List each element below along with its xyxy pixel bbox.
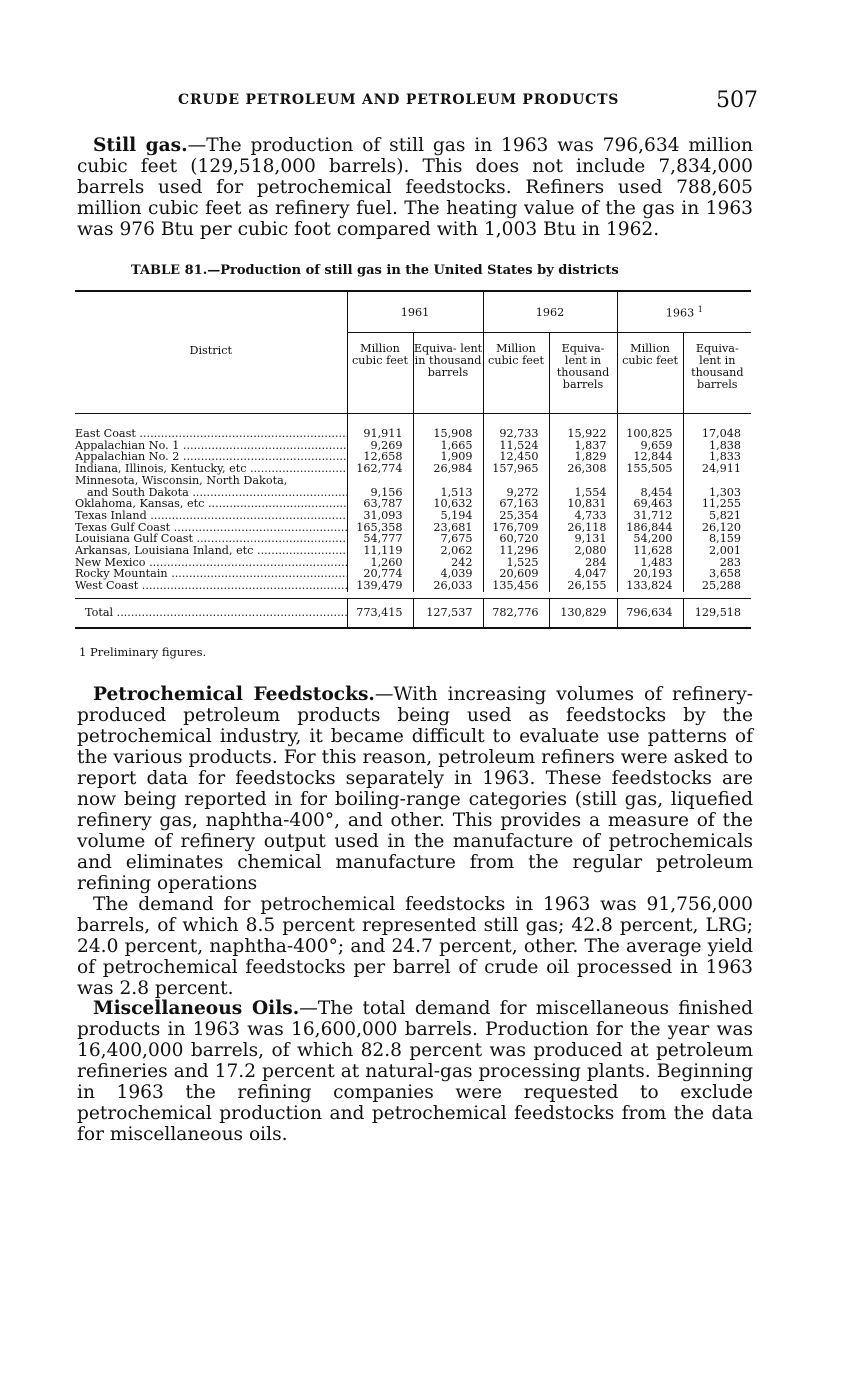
table-cell: 54,200 [617,533,683,545]
table-cell: 69,463 [617,498,683,510]
table-row [75,545,751,557]
table-cell: 2,080 [549,545,617,557]
table-cell: 10,831 [549,498,617,510]
district-name: Appalachian No. 2 ..... [75,451,347,463]
table-cell: 186,844 [617,522,683,534]
year-1962-header: 1962 [483,291,617,333]
table-cell: 165,358 [347,522,413,534]
table-cell: 15,922 [549,414,617,440]
col-million-1961: Million cubic feet [347,333,413,414]
total-cell: 782,776 [483,598,549,627]
table-cell: 67,163 [483,498,549,510]
table-cell [483,475,549,487]
still-gas-section [77,135,753,240]
total-cell: 796,634 [617,598,683,627]
table-cell: 15,908 [413,414,483,440]
table-row [75,580,751,592]
district-header: District [75,291,347,414]
petrochemical-text-1: —With increasing volumes of refinery-produced petroleum products being used as feedstocks by the petrochemical industry, it became difficult to evaluate use patterns of the various products. For this reason, petroleum refiners were asked to report data for feedstocks separately in 1963. These feedstocks are now being reported in for boiling-range categories (still gas, liquefied refinery gas, naphtha-400°, and other. This provides a measure of the volume of refinery output used in the manufacture of petrochemicals and eliminates chemical manufacture from the regular petroleum refining operations [77,684,753,894]
table-cell: 11,628 [617,545,683,557]
table-cell: 26,155 [549,580,617,592]
table-cell: 1,525 [483,557,549,569]
table-cell [617,475,683,487]
table-cell: 11,296 [483,545,549,557]
table-cell: 157,965 [483,463,549,475]
district-name: and South Dakota ..... [75,487,347,499]
table-cell: 9,131 [549,533,617,545]
table-cell: 25,354 [483,510,549,522]
table-cell: 7,675 [413,533,483,545]
year-1961-header: 1961 [347,291,483,333]
total-row [75,598,751,627]
district-name: New Mexico ..... [75,557,347,569]
table-cell: 20,609 [483,568,549,580]
table-cell: 20,193 [617,568,683,580]
table-cell: 1,303 [683,487,751,499]
table-cell: 1,513 [413,487,483,499]
table-cell: 20,774 [347,568,413,580]
table-cell: 100,825 [617,414,683,440]
table-cell: 26,033 [413,580,483,592]
table-cell: 242 [413,557,483,569]
district-name: Minnesota, Wisconsin, North Dakota, [75,474,288,487]
district-name: East Coast ..... [75,414,347,440]
year-1963-header: 1963 $^1$ [617,291,751,333]
table-cell: 3,658 [683,568,751,580]
table-cell: 1,260 [347,557,413,569]
petrochemical-heading: Petrochemical Feedstocks. [93,684,375,705]
page-number: 507 [716,88,758,113]
table-cell: 1,837 [549,440,617,452]
table-cell: 12,658 [347,451,413,463]
table-cell: 26,118 [549,522,617,534]
table-cell: 63,787 [347,498,413,510]
table-cell: 162,774 [347,463,413,475]
table-cell: 23,681 [413,522,483,534]
misc-oils-text: —The total demand for miscellaneous finished products in 1963 was 16,600,000 barrels. Production for the year was 16,400,000 barrels, of which 82.8 percent was produced at petroleum refineries and 17.2 percent at natural-gas processing plants. Beginning in 1963 the refining companies were requested to exclude petrochemical production and petrochemical feedstocks from the data for miscellaneous oils. [77,998,753,1145]
table-cell: 283 [683,557,751,569]
misc-oils-section [77,998,753,1145]
col-equiv-1961: Equiva- lent in thousand barrels [413,333,483,414]
table-cell: 4,039 [413,568,483,580]
petrochemical-text-2: The demand for petrochemical feedstocks in 1963 was 91,756,000 barrels, of which 8.5 percent represented still gas; 42.8 percent, LRG; 24.0 percent, naphtha-400°; and 24.7 percent, other. The average yield of petrochemical feedstocks per barrel of crude oil processed in 1963 was 2.8 percent. [77,894,753,999]
running-header: CRUDE PETROLEUM AND PETROLEUM PRODUCTS [178,92,620,108]
table-row [75,510,751,522]
table-cell: 12,844 [617,451,683,463]
table-cell: 1,554 [549,487,617,499]
table-cell: 9,156 [347,487,413,499]
col-million-1963: Million cubic feet [617,333,683,414]
misc-oils-heading: Miscellaneous Oils. [93,998,300,1019]
table-cell: 284 [549,557,617,569]
table-cell: 9,272 [483,487,549,499]
table-cell: 155,505 [617,463,683,475]
table-cell: 1,483 [617,557,683,569]
total-cell: 130,829 [549,598,617,627]
col-equiv-1963: Equiva- lent in thousand barrels [683,333,751,414]
table-cell: 2,062 [413,545,483,557]
table-caption: TABLE 81.—Production of still gas in the United States by districts [131,263,619,278]
table-cell: 24,911 [683,463,751,475]
table-cell: 11,119 [347,545,413,557]
table-cell: 1,838 [683,440,751,452]
total-label: Total ..... [75,598,347,627]
table-cell: 4,047 [549,568,617,580]
district-name: West Coast ..... [75,580,347,592]
total-cell: 773,415 [347,598,413,627]
table-cell: 1,829 [549,451,617,463]
table-cell: 4,733 [549,510,617,522]
table-cell: 2,001 [683,545,751,557]
district-name: Texas Gulf Coast ..... [75,522,347,534]
table-cell: 176,709 [483,522,549,534]
table-cell: 139,479 [347,580,413,592]
table-cell: 60,720 [483,533,549,545]
table-cell: 31,093 [347,510,413,522]
district-name: Appalachian No. 1 ..... [75,440,347,452]
table-cell: 135,456 [483,580,549,592]
table-cell: 1,833 [683,451,751,463]
district-name: Louisiana Gulf Coast ..... [75,533,347,545]
total-cell: 127,537 [413,598,483,627]
table-cell: 25,288 [683,580,751,592]
still-gas-heading: Still gas. [93,135,188,156]
table-row [75,463,751,475]
table-cell: 17,048 [683,414,751,440]
table-cell: 1,665 [413,440,483,452]
table-cell: 11,255 [683,498,751,510]
table-cell: 5,821 [683,510,751,522]
petrochemical-section [77,684,753,999]
table-cell: 5,194 [413,510,483,522]
table-cell: 9,659 [617,440,683,452]
table-cell: 54,777 [347,533,413,545]
district-name: Texas Inland ..... [75,510,347,522]
table-cell [413,475,483,487]
district-name: Rocky Mountain ..... [75,568,347,580]
table-cell [347,475,413,487]
table-cell: 31,712 [617,510,683,522]
table-row [75,475,751,487]
table-cell: 12,450 [483,451,549,463]
table-cell: 26,308 [549,463,617,475]
col-million-1962: Million cubic feet [483,333,549,414]
still-gas-text: —The production of still gas in 1963 was 796,634 million cubic feet (129,518,000 barrels). This does not include 7,834,000 barrels used for petrochemical feedstocks. Refiners used 788,605 million cubic feet as refinery fuel. The heating value of the gas in 1963 was 976 Btu per cubic foot compared with 1,003 Btu in 1962. [77,135,754,240]
table-cell: 92,733 [483,414,549,440]
table-cell: 11,524 [483,440,549,452]
district-name: Oklahoma, Kansas, etc ..... [75,498,347,510]
table-cell: 9,269 [347,440,413,452]
table-cell: 133,824 [617,580,683,592]
table-cell: 26,984 [413,463,483,475]
table-cell: 26,120 [683,522,751,534]
table-cell: 91,911 [347,414,413,440]
table-row [75,414,751,440]
table-cell [683,475,751,487]
table-cell: 8,454 [617,487,683,499]
table-cell: 1,909 [413,451,483,463]
table-cell: 8,159 [683,533,751,545]
table-cell [549,475,617,487]
total-cell: 129,518 [683,598,751,627]
table-cell: 10,632 [413,498,483,510]
district-name: Arkansas, Louisiana Inland, etc ..... [75,545,347,557]
still-gas-table [75,290,751,631]
district-name: Indiana, Illinois, Kentucky, etc ..... [75,463,347,475]
col-equiv-1962: Equiva- lent in thousand barrels [549,333,617,414]
table-footnote: 1 Preliminary figures. [79,645,207,659]
